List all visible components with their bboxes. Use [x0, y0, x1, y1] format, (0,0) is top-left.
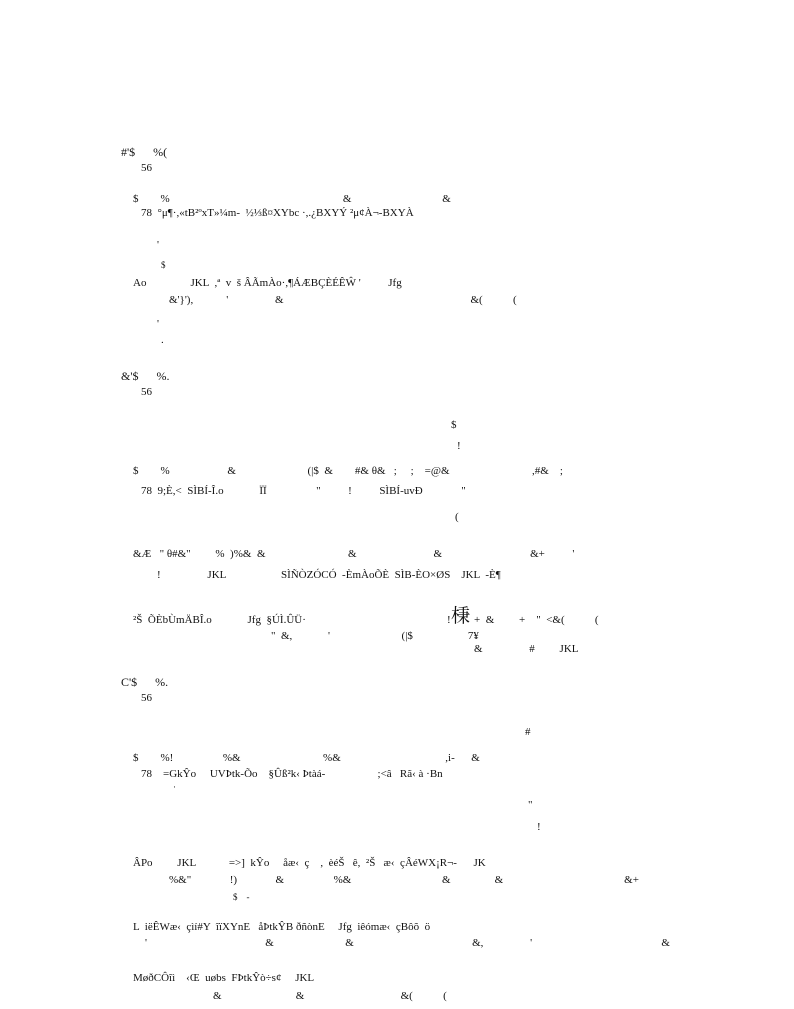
- section-heading: &'$ %.: [121, 369, 170, 383]
- text-line: ²Š ÕÈbÙmÄBÎ.o Jfg §ÚÌ.ÛÜ·: [133, 614, 306, 626]
- text-line: $ % & &: [133, 193, 451, 205]
- text-line: !: [457, 440, 461, 452]
- text-line: Ao JKL ,ª v š ÂÃmÀo·,¶ÁÆBÇÈÉÊŴ ' Jfg: [133, 277, 402, 289]
- text-line: ' & & &, ' &: [145, 937, 670, 949]
- text-line: & & &( (: [213, 990, 447, 1002]
- text-line: ! JKL SÌÑÒZÓCÓ -ÈmÀoÕÈ SÌB-ÈO×ØS JKL -È¶: [157, 569, 501, 581]
- text-line: 78 °μ¶·,«tB²ºxT»¼m- ½⅓ß¤XYbc ·,.¿BXYÝ ²μ¢À¬-BXYÀ: [141, 207, 414, 219]
- text-line: MøðCÔîì ‹Œ uøbs FÞtkŶò÷s¢ JKL: [133, 972, 315, 984]
- text-line: $ % & (|$ & #& θ& ; ; =@& ,#& ;: [133, 465, 563, 477]
- text-line: $ -: [233, 892, 250, 902]
- text-line: .: [161, 334, 164, 346]
- section-heading: C'$ %.: [121, 675, 169, 689]
- text-line: ·: [173, 782, 176, 792]
- text-line: $: [451, 419, 457, 431]
- text-line: &'}'), ' & &( (: [169, 294, 517, 306]
- text-line: %&" !) & %& & & &+: [169, 874, 639, 886]
- text-line: &Æ " θ#&" % )%& & & & &+ ': [133, 548, 575, 560]
- section-subheading: 56: [141, 386, 152, 398]
- text-line: ÂPo JKL =>] kŶo åæ‹ ç , èéŠ ê, ²Š æ‹ çÂéWX¡R¬- JK: [133, 857, 486, 869]
- text-line: (: [455, 511, 459, 523]
- text-line: !: [537, 821, 541, 833]
- text-line: 棅: [451, 606, 471, 627]
- text-line: L iëÊWæ‹ çìí#Y îïXYnE åÞtkŶB ðñònE Jfg iêómæ‹ çBôõ ö: [133, 921, 431, 933]
- text-line: ': [157, 318, 159, 330]
- text-line: !: [447, 614, 451, 626]
- text-line: $: [161, 260, 166, 270]
- text-line: ": [528, 799, 533, 811]
- section-heading: #'$ %(: [121, 145, 168, 159]
- text-line: 78 9;È,< SÌBÍ-Î.o ÏÏ " ! SÌBÍ-uvÐ ": [141, 485, 466, 497]
- text-line: $ %! %& %& ,i- &: [133, 752, 480, 764]
- section-subheading: 56: [141, 692, 152, 704]
- text-line: ': [157, 239, 159, 251]
- text-line: & # JKL: [474, 643, 579, 655]
- section-subheading: 56: [141, 162, 152, 174]
- text-line: 78 =GkŶo UVÞtk-Õo §Ûß²k‹ Þtàá- ;<â Rã‹ à ·Bn: [141, 768, 443, 780]
- text-line: + & + " <&( (: [474, 614, 599, 626]
- text-line: " &, ' (|$ 7¥: [271, 630, 479, 642]
- text-line: #: [525, 726, 531, 738]
